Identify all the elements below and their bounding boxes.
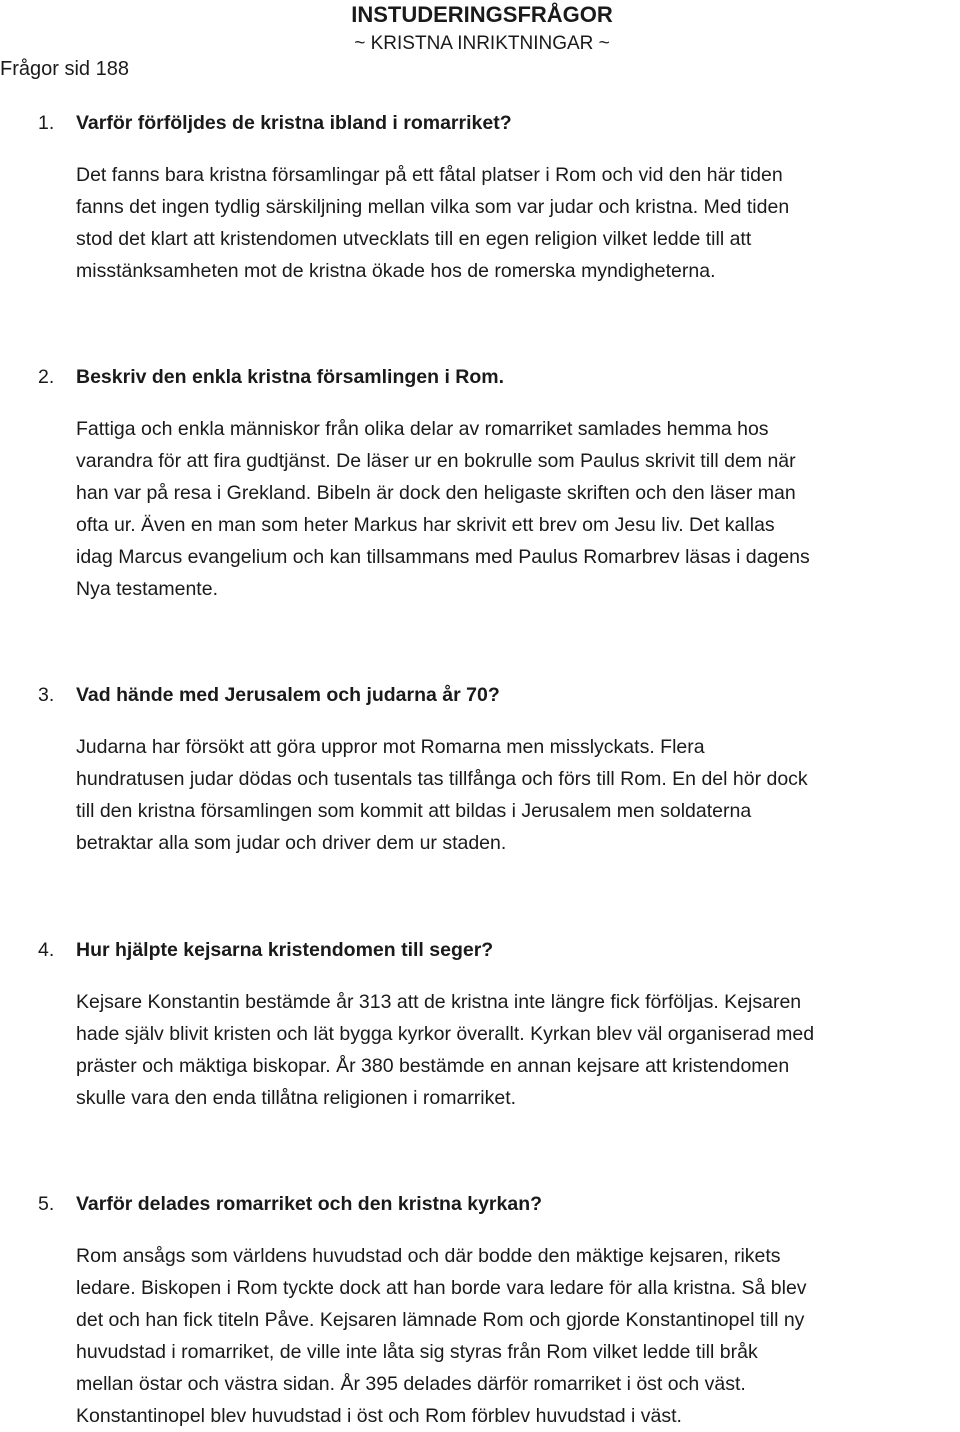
answer-text (76, 986, 960, 1114)
answer-text (76, 731, 960, 859)
question-number: 3. (38, 684, 55, 706)
answer-line: Kejsare Konstantin bestämde år 313 att de kristna inte längre fick förföljas. Kejsaren (76, 991, 802, 1013)
question-text: Vad hände med Jerusalem och judarna år 70? (76, 684, 500, 706)
question-section-4 (38, 936, 960, 1114)
answer-text (76, 159, 960, 287)
answer-line: Fattiga och enkla människor från olika delar av romarriket samlades hemma hos (76, 418, 769, 440)
question-section-2 (38, 363, 960, 605)
question-section-3 (38, 681, 960, 859)
question-number: 2. (38, 366, 55, 388)
question-heading (38, 363, 960, 391)
answer-line: präster och mäktiga biskopar. År 380 bestämde en annan kejsare att kristendomen (76, 1055, 790, 1077)
question-heading (38, 109, 960, 137)
answer-text (76, 413, 960, 605)
question-number: 1. (38, 112, 55, 134)
answer-line: varandra för att fira gudtjänst. De läser ur en bokrulle som Paulus skrivit till dem när (76, 450, 796, 472)
answer-line: stod det klart att kristendomen utvecklats till en egen religion vilket ledde till att (76, 228, 752, 250)
answer-line: Rom ansågs som världens huvudstad och där bodde den mäktige kejsaren, rikets (76, 1245, 781, 1267)
answer-line: hade själv blivit kristen och lät bygga kyrkor överallt. Kyrkan blev väl organiserad med (76, 1023, 815, 1045)
answer-line: mellan östar och västra sidan. År 395 delades därför romarriket i öst och väst. (76, 1373, 746, 1395)
question-text: Varför delades romarriket och den kristna kyrkan? (76, 1193, 543, 1215)
answer-line: huvudstad i romarriket, de ville inte låta sig styras från Rom vilket ledde till bråk (76, 1341, 758, 1363)
question-section-5 (38, 1190, 960, 1432)
question-section-1 (38, 109, 960, 287)
answer-line: misstänksamheten mot de kristna ökade hos de romerska myndigheterna. (76, 260, 716, 282)
answer-line: det och han fick titeln Påve. Kejsaren lämnade Rom och gjorde Konstantinopel till ny (76, 1309, 805, 1331)
answer-text (76, 1240, 960, 1432)
question-number: 4. (38, 939, 55, 961)
answer-line: idag Marcus evangelium och kan tillsammans med Paulus Romarbrev läsas i dagens (76, 546, 810, 568)
answer-line: Judarna har försökt att göra uppror mot Romarna men misslyckats. Flera (76, 736, 705, 758)
question-number: 5. (38, 1193, 55, 1215)
answer-line: hundratusen judar dödas och tusentals tas tillfånga och förs till Rom. En del hör dock (76, 768, 808, 790)
answer-line: skulle vara den enda tillåtna religionen i romarriket. (76, 1087, 517, 1109)
question-text: Varför förföljdes de kristna ibland i romarriket? (76, 112, 512, 134)
answer-line: till den kristna församlingen som kommit att bildas i Jerusalem men soldaterna (76, 800, 752, 822)
question-text: Hur hjälpte kejsarna kristendomen till seger? (76, 939, 494, 961)
answer-line: ofta ur. Även en man som heter Markus har skrivit ett brev om Jesu liv. Det kallas (76, 514, 775, 536)
answer-line: betraktar alla som judar och driver dem ur staden. (76, 832, 507, 854)
answer-line: fanns det ingen tydlig särskiljning mellan vilka som var judar och kristna. Med tiden (76, 196, 790, 218)
page-reference: Frågor sid 188 (0, 58, 129, 80)
document-title: INSTUDERINGSFRÅGOR (351, 2, 613, 27)
question-heading (38, 1190, 960, 1218)
answer-line: han var på resa i Grekland. Bibeln är dock den heligaste skriften och den läser man (76, 482, 796, 504)
question-heading (38, 936, 960, 964)
answer-line: ledare. Biskopen i Rom tyckte dock att han borde vara ledare för alla kristna. Så blev (76, 1277, 807, 1299)
question-text: Beskriv den enkla kristna församlingen i Rom. (76, 366, 505, 388)
answer-line: Det fanns bara kristna församlingar på ett fåtal platser i Rom och vid den här tiden (76, 164, 783, 186)
question-heading (38, 681, 960, 709)
answer-line: Konstantinopel blev huvudstad i öst och Rom förblev huvudstad i väst. (76, 1405, 682, 1427)
answer-line: Nya testamente. (76, 578, 218, 600)
document-subtitle: ~ KRISTNA INRIKTNINGAR ~ (354, 33, 610, 54)
